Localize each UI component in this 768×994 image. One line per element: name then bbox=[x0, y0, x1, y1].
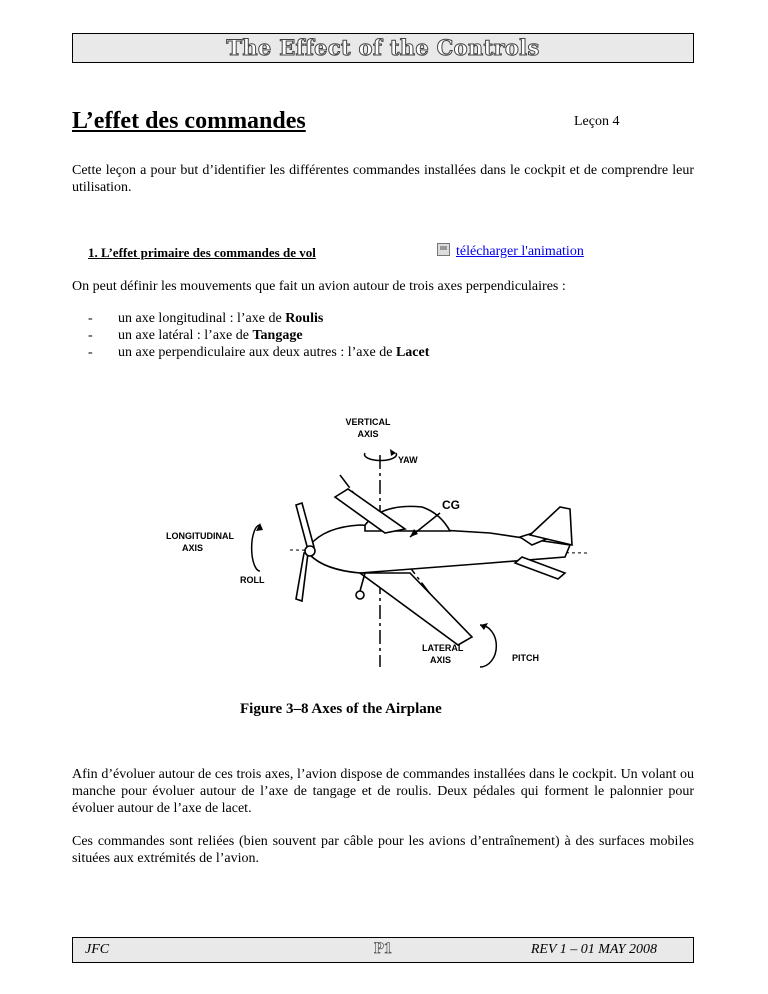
label-vertical-axis: AXIS bbox=[357, 429, 379, 439]
airplane-axes-figure bbox=[160, 405, 600, 725]
label-longitudinal: LONGITUDINAL bbox=[166, 531, 234, 541]
download-animation-link[interactable]: télécharger l'animation bbox=[456, 244, 584, 259]
airplane-drawing bbox=[296, 489, 572, 645]
download-link-container bbox=[437, 243, 584, 260]
axes-intro-paragraph: On peut définir les mouvements que fait un avion autour de trois axes perpendiculaires : bbox=[72, 279, 566, 294]
intro-paragraph: Cette leçon a pour but d’identifier les différentes commandes installées dans le cockpit et de comprendre leur utilisation. bbox=[72, 163, 694, 195]
figure-caption: Figure 3–8 Axes of the Airplane bbox=[240, 701, 442, 717]
label-pitch: PITCH bbox=[512, 653, 539, 663]
footer-author: JFC bbox=[85, 942, 110, 957]
cables-paragraph: Ces commandes sont reliées (bien souvent par câble pour les avions d’entraînement) à des surfaces mobiles situées aux extrémités de l’avion. bbox=[72, 834, 694, 866]
list-item: - un axe longitudinal : l’axe de Roulis bbox=[88, 310, 429, 327]
image-placeholder-icon bbox=[437, 243, 450, 256]
section-heading: 1. L’effet primaire des commandes de vol bbox=[88, 245, 316, 260]
roll-arrow bbox=[252, 525, 260, 571]
label-lateral: LATERAL bbox=[422, 643, 464, 653]
list-item: - un axe latéral : l’axe de Tangage bbox=[88, 327, 429, 344]
footer-revision: REV 1 – 01 MAY 2008 bbox=[530, 942, 657, 957]
lesson-number: Leçon 4 bbox=[574, 114, 620, 129]
controls-paragraph: Afin d’évoluer autour de ces trois axes, l’avion dispose de commandes installées dans le cockpit. Un volant ou manche pour évoluer autour de l’axe de tangage et de roulis. Deux pédales qui forment le palonnier pour évoluer autour de l’axe de lacet. bbox=[72, 767, 694, 816]
list-item: - un axe perpendiculaire aux deux autres : l’axe de Lacet bbox=[88, 344, 429, 361]
header-banner bbox=[72, 33, 694, 63]
header-title: The Effect of the Controls bbox=[226, 35, 540, 60]
pitch-arrow bbox=[480, 625, 496, 667]
label-roll: ROLL bbox=[240, 575, 265, 585]
footer-bar bbox=[72, 937, 694, 963]
footer-page-number: P1 bbox=[374, 940, 392, 957]
label-lateral-axis: AXIS bbox=[430, 655, 452, 665]
page-title: L’effet des commandes bbox=[72, 108, 306, 134]
label-vertical: VERTICAL bbox=[345, 417, 391, 427]
label-longitudinal-axis: AXIS bbox=[182, 543, 204, 553]
label-yaw: YAW bbox=[398, 455, 418, 465]
axes-list bbox=[88, 310, 429, 361]
label-cg: CG bbox=[442, 498, 460, 512]
